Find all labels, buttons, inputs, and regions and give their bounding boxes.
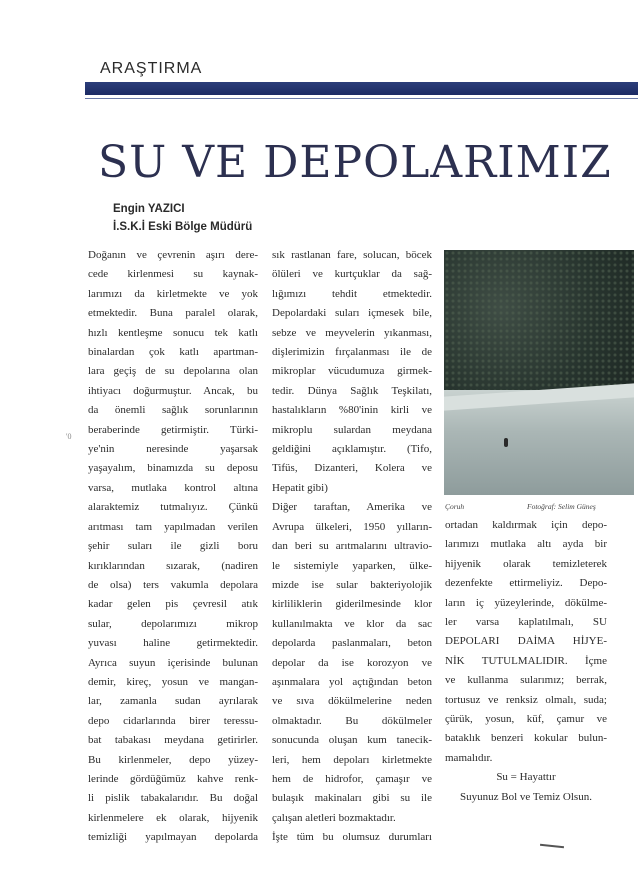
col2-line: geldiğini açıklamıştır. (Tifo,	[272, 443, 432, 456]
text-column-1	[88, 246, 258, 848]
photo-caption-location: Çoruh	[445, 502, 465, 511]
col2-line: le sistemiyle yaparken, ülke-	[272, 559, 432, 572]
col1-line: Doğanın ve çevrenin aşırı dere-	[88, 249, 258, 261]
col2-line: kullanılmakta ve klor da sac	[272, 617, 432, 630]
col1-line: demir, kireç, yosun ve mangan-	[88, 675, 258, 688]
col2-line: çalışan aletleri bozmaktadır.	[272, 811, 396, 824]
header-rule-bar	[85, 82, 638, 95]
col3-line: çürük, yosun, küf, çamur ve	[445, 713, 607, 726]
col1-line: Bu kirlenmeler, depo yüzey-	[88, 753, 258, 766]
col2-line: Hepatit gibi)	[272, 481, 328, 494]
photo-caption-credit: Fotoğraf: Selim Güneş	[527, 502, 596, 511]
col1-line: lara geçiş de su depolarına olan	[88, 365, 258, 378]
col3-line: mamalıdır.	[445, 751, 493, 764]
col1-line: kirlenmelere ek olarak, hijyenik	[88, 811, 258, 824]
section-label: ARAŞTIRMA	[100, 60, 203, 77]
col1-line: lerinde gördüğümüz kahve renk-	[88, 772, 258, 785]
col2-line: ve sıva dökülmelerine neden	[272, 695, 432, 708]
text-column-2	[272, 246, 432, 848]
col2-line: leri, hem depoları kirletmekte	[272, 753, 432, 766]
col2-line: mizde ise sular bakteriyolojik	[272, 578, 432, 591]
col1-line: larımızı da kirletmekte ve yok	[88, 287, 258, 300]
col3-line: ve kullanma sularımız; berrak,	[445, 674, 607, 687]
header-rule-line	[85, 98, 638, 99]
col3-line: ların iç yüzeylerinde, dökülme-	[445, 596, 607, 609]
col3-line: tortusuz ve renksiz olmalı, suda;	[445, 693, 607, 706]
col2-line: Depolardaki suları içmesek bile,	[272, 307, 432, 320]
col3-line: Suyunuz Bol ve Temiz Olsun.	[460, 790, 592, 803]
col1-line: varsa, mutlaka kontrol altına	[88, 481, 258, 494]
author-block	[113, 200, 252, 236]
col3-line: hijyenik olarak temizleterek	[445, 557, 607, 570]
col1-line: sular, depolarımızı mikrop	[88, 617, 258, 630]
col2-line: aşınmalara yol açtığından beton	[272, 675, 432, 688]
col1-line: yaşayalım, binamızda su deposu	[88, 462, 258, 475]
col2-line: Avrupa ülkeleri, 1950 yılların-	[272, 520, 432, 533]
col1-line: cede kirlenmesi su kaynak-	[88, 268, 258, 281]
col1-line: kırıklarından sızarak, (nadiren	[88, 559, 258, 572]
col2-line: hem de hidrofor, çamaşır ve	[272, 772, 432, 785]
col2-line: hastalıkların %80'inin kirli ve	[272, 404, 432, 417]
author-name: Engin YAZICI	[113, 203, 185, 215]
col1-line: da önemli sağlık sorunlarının	[88, 404, 258, 417]
margin-note: '0	[66, 432, 72, 441]
col3-line: DEPOLARI DAİMA HİJYE-	[445, 635, 607, 648]
col2-line: depolarda paslanmaları, beton	[272, 637, 432, 650]
col2-line: bulaşık makinaları gibi su ile	[272, 792, 432, 805]
col3-line: ortadan kaldırmak için depo-	[445, 519, 607, 531]
col3-line: ler varsa kaplatılmalı, SU	[445, 616, 607, 629]
col2-line: Diğer taraftan, Amerika ve	[272, 501, 432, 514]
col1-line: hızlı kentleşme sonucu tek katlı	[88, 326, 258, 339]
col2-line: sık rastlanan fare, solucan, böcek	[272, 249, 432, 261]
col3-line: dezenfekte ettirmeliyiz. Depo-	[445, 577, 607, 590]
col2-line: sebze ve meyvelerin yıkanması,	[272, 326, 432, 339]
col2-line: lığımızı tehdit etmektedir.	[272, 287, 432, 300]
col2-line: ölüleri ve kurtçuklar da sağ-	[272, 268, 432, 281]
col1-line: Ayrıca suyun içerisinde bulunan	[88, 656, 258, 669]
col1-line: alaraktemiz tutmalıyız. Çünkü	[88, 501, 258, 514]
col1-line: beraberinde getirmiştir. Türki-	[88, 423, 258, 436]
col2-line: dişlerimizin fırçalanması ile de	[272, 346, 432, 359]
col2-line: kirliliklerin giderilmesinde klor	[272, 598, 432, 611]
photo-person	[504, 438, 508, 447]
col2-line: sonucunda oluşan kum tanecik-	[272, 734, 432, 747]
col1-line: li pislik tabakalarıdır. Bu doğal	[88, 792, 258, 805]
col2-line: mikroplu sulardan meydana	[272, 423, 432, 436]
col3-line: larımızı mutlaka altı ayda bir	[445, 538, 607, 551]
col1-line: arıtması tam yapılmadan verilen	[88, 520, 258, 533]
photo-river	[444, 390, 634, 495]
photo-forest	[444, 250, 634, 395]
col2-line: mikroplar vücudumuza girmek-	[272, 365, 432, 378]
col1-line: kadar gelen pis çevresil atık	[88, 598, 258, 611]
col2-line: İşte tüm bu olumsuz durumları	[272, 831, 432, 844]
col1-line: binalardan çok katlı apartman-	[88, 346, 258, 359]
col1-line: ye'nin neresinde yaşarsak	[88, 443, 258, 456]
col2-line: tedir. Dünya Sağlık Teşkilatı,	[272, 384, 432, 397]
col1-line: etmektedir. Buna paralel olarak,	[88, 307, 258, 320]
col2-line: depolar da ise korozyon ve	[272, 656, 432, 669]
text-column-3	[445, 516, 607, 807]
col1-line: depo cidarlarında birer teressu-	[88, 714, 258, 727]
col1-line: temizliği yapılmayan depolarda	[88, 831, 258, 844]
page-mark	[540, 844, 564, 848]
col1-line: lar, zamanla sudan ayrılarak	[88, 695, 258, 708]
col2-line: Tifüs, Dizanteri, Kolera ve	[272, 462, 432, 475]
col1-line: şehir suları ile gizli boru	[88, 540, 258, 553]
col1-line: bat tabakası meydana getirirler.	[88, 734, 258, 747]
col3-line: NİK TUTULMALIDIR. İçme	[445, 654, 607, 667]
col1-line: yuvası haline getirmektedir.	[88, 637, 258, 650]
col2-line: olmaktadır. Bu dökülmeler	[272, 714, 432, 727]
col2-line: dan beri su arıtmalarını ultravio-	[272, 540, 432, 553]
author-role: İ.S.K.İ Eski Bölge Müdürü	[113, 221, 253, 233]
col3-line: Su = Hayattır	[496, 771, 556, 784]
col3-line: bataklık benzeri kokular bulun-	[445, 732, 607, 745]
article-title: SU VE DEPOLARIMIZ	[98, 137, 612, 189]
col1-line: ihtiyacı doğurmuştur. Ancak, bu	[88, 384, 258, 397]
col1-line: de olsa) ters vakumla depolara	[88, 578, 258, 591]
river-photo	[444, 250, 634, 495]
